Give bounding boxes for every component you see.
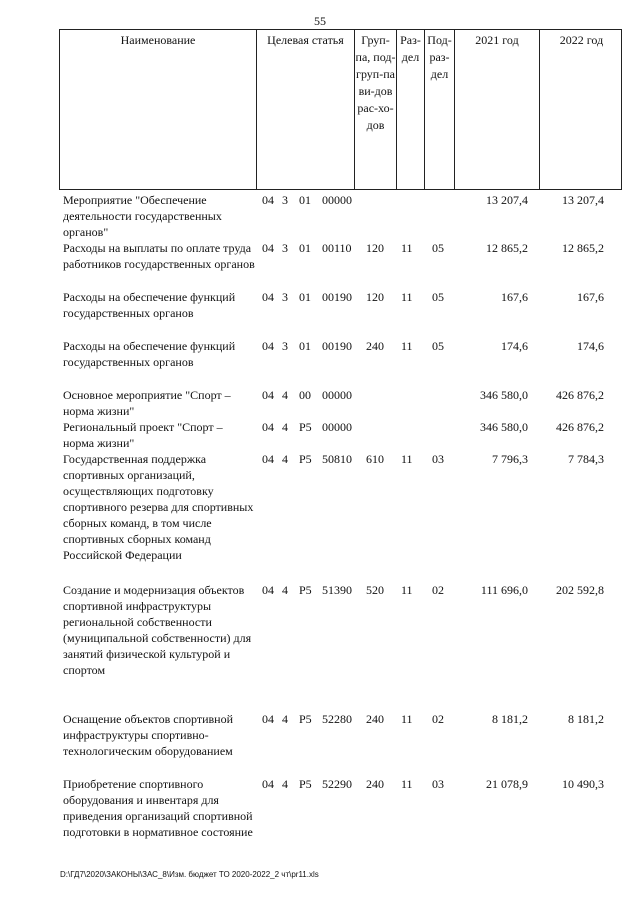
row-group: 240 <box>366 339 384 353</box>
header-2021: 2021 год <box>454 30 539 189</box>
row-2022: 7 784,3 <box>568 452 604 466</box>
row-code: 04 <box>262 290 274 304</box>
row-name: Основное мероприятие "Спорт – норма жизни" <box>63 388 231 418</box>
row-code: 04 <box>262 388 274 402</box>
row-code: 4 <box>282 452 288 466</box>
row-code: 01 <box>299 193 311 207</box>
row-code: 50810 <box>322 452 352 466</box>
row-code: 04 <box>262 339 274 353</box>
row-2022: 426 876,2 <box>556 388 604 402</box>
row-2021: 167,6 <box>501 290 528 304</box>
row-code: 04 <box>262 452 274 466</box>
row-code: 4 <box>282 420 288 434</box>
row-name: Приобретение спортивного оборудования и инвентаря для приведения организаций спортивной подготовки в нормативное состояние <box>63 777 253 839</box>
row-code: 01 <box>299 290 311 304</box>
row-code: 04 <box>262 712 274 726</box>
header-2022: 2022 год <box>539 30 623 189</box>
row-name: Мероприятие "Обеспечение деятельности государственных органов" <box>63 193 222 239</box>
row-section: 11 <box>401 583 413 597</box>
header-group: Груп-па, под-груп-па ви-дов рас-хо-дов <box>354 30 396 189</box>
row-code: 04 <box>262 241 274 255</box>
row-2022: 13 207,4 <box>562 193 604 207</box>
row-subsection: 02 <box>432 712 444 726</box>
row-2021: 111 696,0 <box>480 583 528 597</box>
row-code: 04 <box>262 420 274 434</box>
row-name: Расходы на обеспечение функций государственных органов <box>63 339 236 369</box>
row-code: 00000 <box>322 193 352 207</box>
header-section: Раз-дел <box>396 30 424 189</box>
row-2022: 426 876,2 <box>556 420 604 434</box>
row-name: Расходы на выплаты по оплате труда работников государственных органов <box>63 241 255 271</box>
row-code: 00000 <box>322 388 352 402</box>
row-section: 11 <box>401 290 413 304</box>
row-subsection: 02 <box>432 583 444 597</box>
row-2021: 12 865,2 <box>486 241 528 255</box>
row-group: 240 <box>366 712 384 726</box>
row-group: 120 <box>366 290 384 304</box>
row-subsection: 03 <box>432 777 444 791</box>
row-group: 520 <box>366 583 384 597</box>
row-2021: 8 181,2 <box>492 712 528 726</box>
row-code: 00000 <box>322 420 352 434</box>
row-code: 3 <box>282 290 288 304</box>
row-2022: 167,6 <box>577 290 604 304</box>
row-code: 4 <box>282 712 288 726</box>
row-code: 4 <box>282 777 288 791</box>
row-2022: 10 490,3 <box>562 777 604 791</box>
row-name: Региональный проект "Спорт – норма жизни" <box>63 420 223 450</box>
row-code: 3 <box>282 193 288 207</box>
row-code: P5 <box>299 712 312 726</box>
row-code: 00 <box>299 388 311 402</box>
row-2022: 174,6 <box>577 339 604 353</box>
row-2021: 174,6 <box>501 339 528 353</box>
header-name: Наименование <box>120 33 196 47</box>
page-number: 55 <box>314 14 326 28</box>
row-2021: 13 207,4 <box>486 193 528 207</box>
row-name: Создание и модернизация объектов спортивной инфраструктуры региональной собственности (муниципальной собственности) для занятий физической культурой и спортом <box>63 583 252 677</box>
row-2022: 202 592,8 <box>556 583 604 597</box>
row-section: 11 <box>401 452 413 466</box>
row-group: 240 <box>366 777 384 791</box>
row-2021: 346 580,0 <box>480 388 528 402</box>
row-code: 01 <box>299 241 311 255</box>
row-name: Государственная поддержка спортивных организаций, осуществляющих подготовку спортивного резерва для спортивных сборных команд, в том числе спортивных сборных команд Российской Федерации <box>63 452 254 562</box>
row-code: 51390 <box>322 583 352 597</box>
row-code: 00110 <box>322 241 352 255</box>
header-subsection: Под-раз-дел <box>424 30 454 189</box>
row-code: P5 <box>299 420 312 434</box>
row-2021: 21 078,9 <box>486 777 528 791</box>
file-path-footer: D:\ГД7\2020\ЗАКОНЫ\ЗАС_8\Изм. бюджет ТО 2020-2022_2 чт\pr11.xls <box>60 870 319 879</box>
row-2021: 346 580,0 <box>480 420 528 434</box>
row-subsection: 05 <box>432 290 444 304</box>
row-group: 610 <box>366 452 384 466</box>
row-code: 3 <box>282 339 288 353</box>
row-subsection: 03 <box>432 452 444 466</box>
table-header <box>59 29 622 190</box>
row-section: 11 <box>401 241 413 255</box>
row-group: 120 <box>366 241 384 255</box>
row-section: 11 <box>401 712 413 726</box>
row-subsection: 05 <box>432 339 444 353</box>
header-target: Целевая статья <box>256 30 354 189</box>
row-section: 11 <box>401 339 413 353</box>
row-code: 01 <box>299 339 311 353</box>
row-name: Оснащение объектов спортивной инфраструктуры спортивно-технологическим оборудованием <box>63 712 234 758</box>
row-code: P5 <box>299 777 312 791</box>
row-code: 00190 <box>322 339 352 353</box>
row-code: 00190 <box>322 290 352 304</box>
row-code: 04 <box>262 583 274 597</box>
row-code: 4 <box>282 583 288 597</box>
row-code: P5 <box>299 452 312 466</box>
row-code: 3 <box>282 241 288 255</box>
row-code: 52290 <box>322 777 352 791</box>
row-2022: 12 865,2 <box>562 241 604 255</box>
row-section: 11 <box>401 777 413 791</box>
row-name: Расходы на обеспечение функций государственных органов <box>63 290 236 320</box>
row-code: 04 <box>262 777 274 791</box>
row-code: 4 <box>282 388 288 402</box>
row-subsection: 05 <box>432 241 444 255</box>
row-code: 52280 <box>322 712 352 726</box>
row-code: P5 <box>299 583 312 597</box>
row-2021: 7 796,3 <box>492 452 528 466</box>
row-code: 04 <box>262 193 274 207</box>
row-2022: 8 181,2 <box>568 712 604 726</box>
